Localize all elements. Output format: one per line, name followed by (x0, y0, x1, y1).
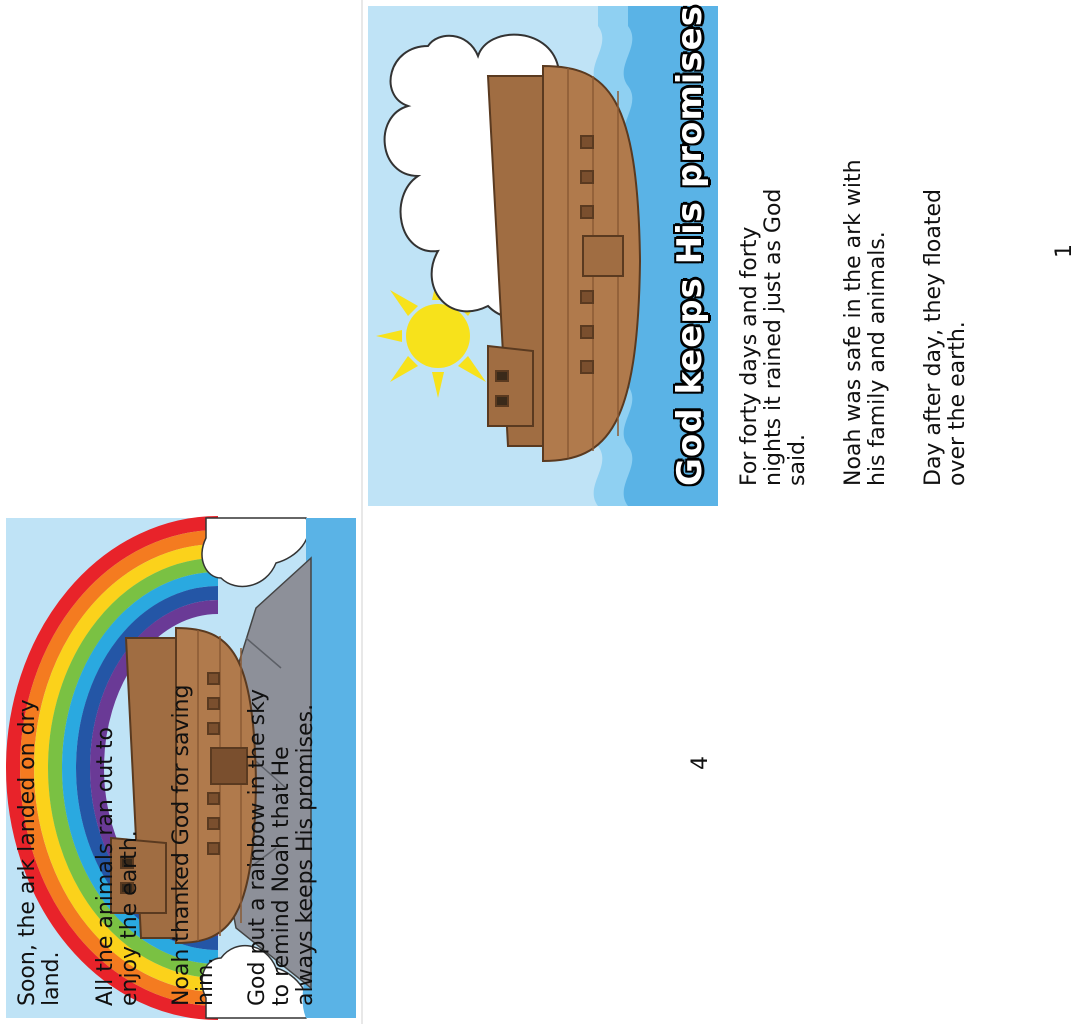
ark-on-water-illustration (368, 6, 718, 506)
page-4-number-wrap (688, 756, 713, 770)
page-title: God keeps His promises (670, 5, 710, 486)
paragraph-4: God put a rainbow in the sky to remind Noah that He always keeps His promises. (245, 688, 318, 1006)
page-number: 1 (1052, 244, 1077, 258)
page-number: 4 (688, 756, 713, 770)
paragraph-3: Noah thanked God for saving him. (169, 684, 218, 1006)
paragraph-3: Day after day, they floated over the earth. (921, 189, 970, 486)
page-1-number-wrap (1052, 244, 1077, 258)
paragraph-1: Soon, the ark landed on dry land. (15, 699, 64, 1006)
paragraph-2: All the animals ran out to enjoy the earth. (93, 727, 142, 1006)
page-1-text (730, 14, 1030, 494)
paragraph-1: For forty days and forty nights it rained just as God said. (737, 188, 810, 486)
page-4-text (8, 520, 348, 1010)
ark-icon (488, 66, 640, 461)
page-1 (362, 0, 1077, 1024)
title-strip (670, 5, 714, 486)
paragraph-2: Noah was safe in the ark with his family and animals. (841, 159, 890, 486)
